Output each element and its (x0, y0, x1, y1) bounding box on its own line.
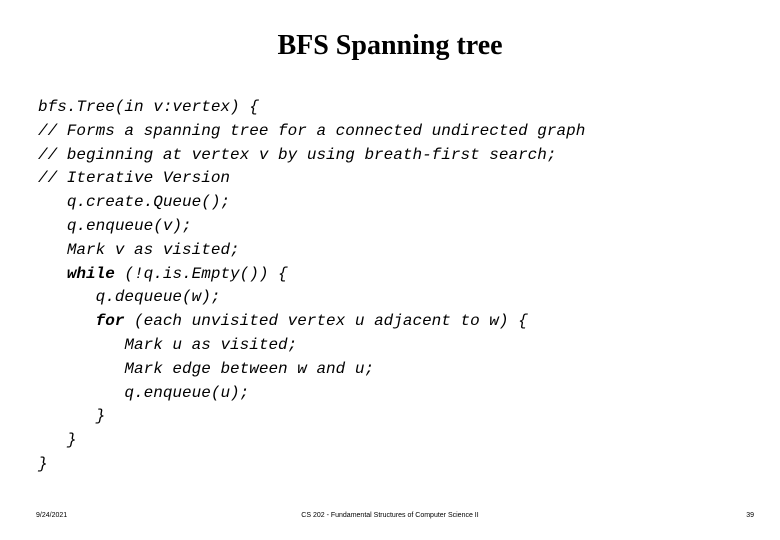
code-text: } (66, 431, 77, 450)
code-line (38, 239, 585, 263)
slide-title: BFS Spanning tree (277, 30, 503, 61)
code-indent (38, 360, 124, 378)
code-text: Mark edge between w and u; (124, 359, 375, 378)
code-text: } (38, 454, 48, 473)
code-line (38, 144, 585, 168)
code-text: q.enqueue(v); (66, 216, 192, 235)
code-line (38, 120, 585, 144)
code-keyword: for (95, 312, 125, 331)
code-line (38, 263, 585, 287)
code-text: // beginning at vertex v by using breath-first search; (38, 145, 557, 164)
code-text: q.enqueue(u); (124, 383, 250, 402)
code-line (38, 358, 585, 382)
code-text: Mark u as visited; (124, 335, 298, 354)
footer-date: 9/24/2021 (36, 512, 68, 519)
code-line (38, 382, 585, 406)
footer-page-number: 39 (746, 512, 754, 519)
code-text: q.create.Queue(); (66, 193, 231, 212)
code-indent (38, 336, 124, 354)
code-indent (38, 265, 67, 283)
code-indent (38, 407, 96, 425)
code-line (38, 429, 585, 453)
code-indent (38, 384, 124, 402)
code-text: // Forms a spanning tree for a connected undirected graph (38, 121, 586, 140)
code-line (38, 96, 585, 120)
code-indent (38, 241, 67, 259)
code-block (38, 96, 585, 477)
footer-course: CS 202 - Fundamental Structures of Computer Science II (301, 512, 479, 519)
code-text: (each unvisited vertex u adjacent to w) { (124, 312, 528, 331)
code-indent (38, 288, 96, 306)
code-line (38, 334, 585, 358)
code-line (38, 191, 585, 215)
code-keyword: while (66, 264, 115, 283)
code-indent (38, 431, 67, 449)
code-line (38, 310, 585, 334)
code-line (38, 286, 585, 310)
code-line (38, 167, 585, 191)
code-text: bfs.Tree(in v:vertex) { (38, 98, 259, 116)
code-line (38, 405, 585, 429)
code-indent (38, 312, 96, 330)
code-text: Mark v as visited; (66, 240, 240, 259)
code-text: } (95, 407, 106, 426)
code-indent (38, 217, 67, 235)
code-indent (38, 193, 67, 211)
code-line (38, 453, 585, 477)
code-line (38, 215, 585, 239)
code-text: // Iterative Version (38, 169, 231, 188)
code-text: q.dequeue(w); (95, 288, 221, 307)
code-text: (!q.is.Empty()) { (114, 264, 288, 283)
